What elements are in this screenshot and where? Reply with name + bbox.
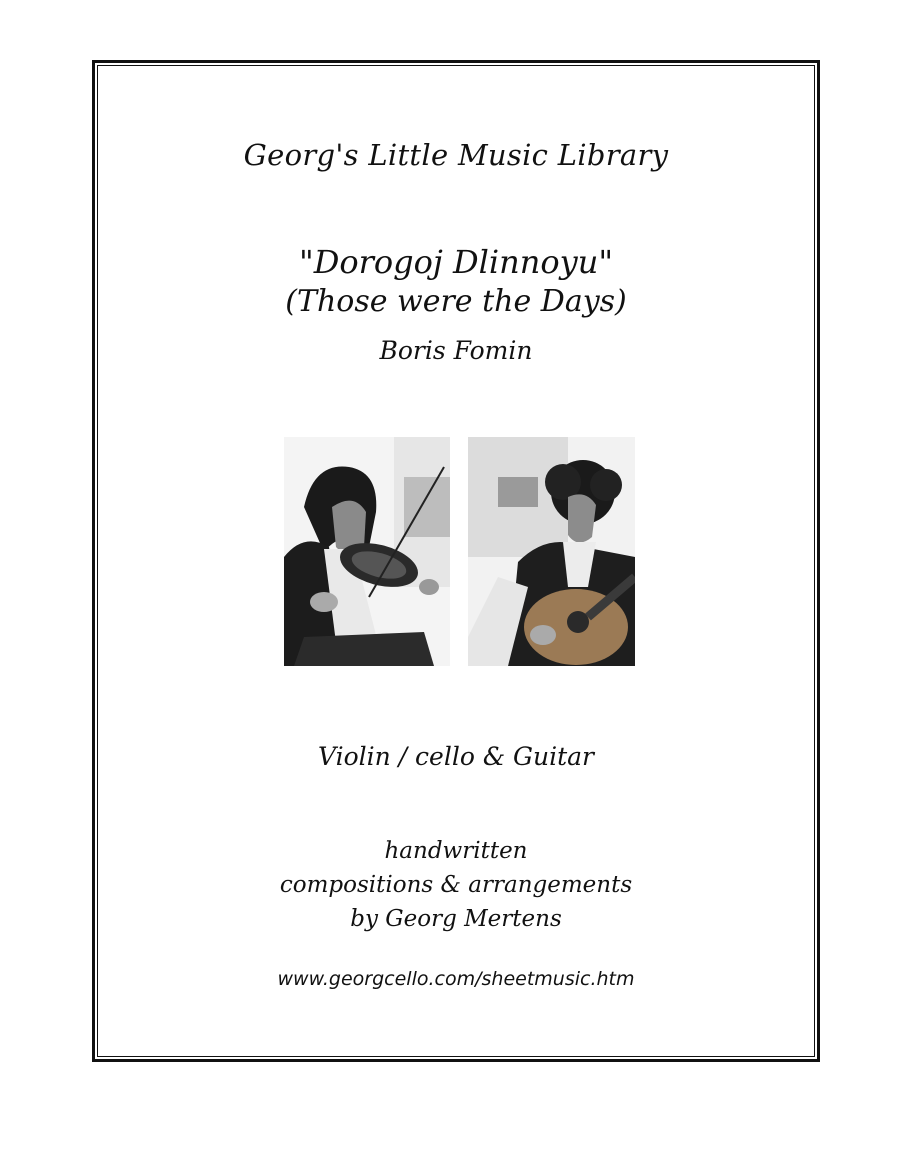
violinist-photo: [284, 437, 450, 666]
song-subtitle: (Those were the Days): [285, 284, 627, 319]
guitarist-photo: [468, 437, 635, 666]
instrumentation: Violin / cello & Guitar: [317, 742, 595, 771]
credit-line-compositions: compositions & arrangements: [279, 872, 633, 898]
credit-line-author: by Georg Mertens: [350, 906, 562, 932]
library-title: Georg's Little Music Library: [243, 138, 669, 172]
composer-name: Boris Fomin: [379, 336, 533, 365]
credit-line-handwritten: handwritten: [384, 838, 528, 864]
website-link[interactable]: www.georgcello.com/sheetmusic.htm: [277, 968, 635, 990]
song-title: "Dorogoj Dlinnoyu": [298, 243, 614, 281]
